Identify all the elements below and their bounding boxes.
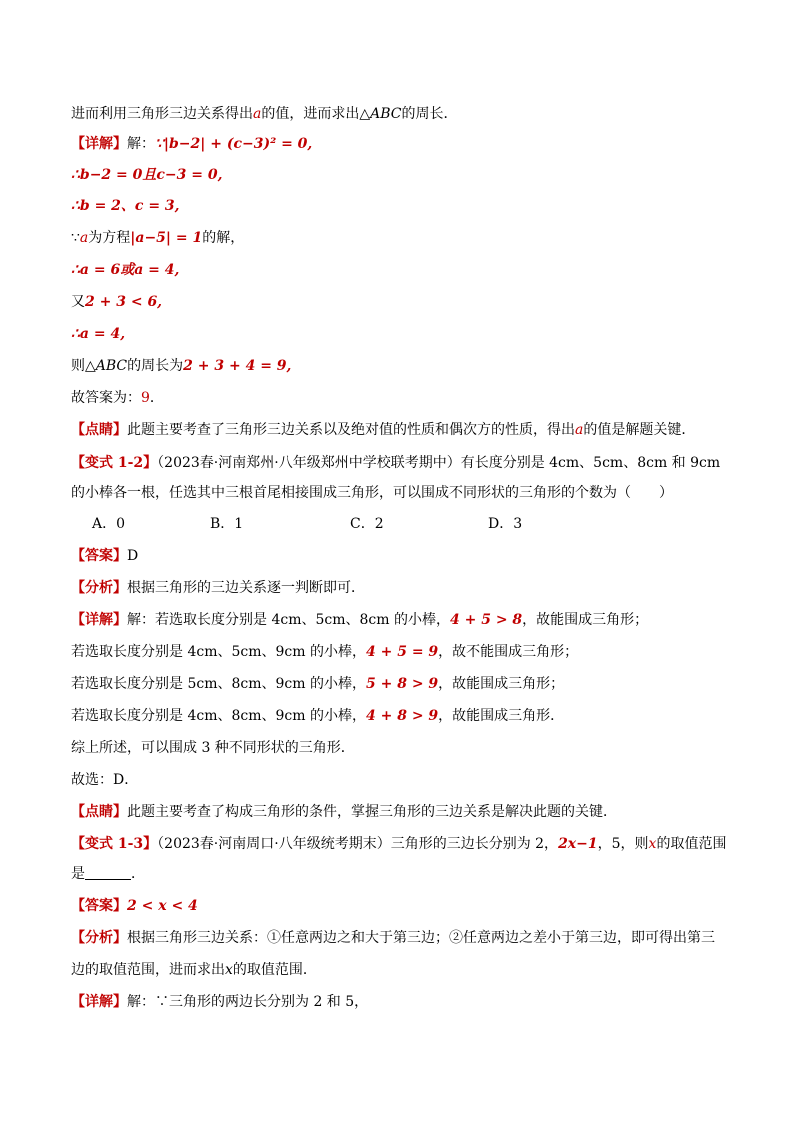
key-point-tag: 【点睛】	[71, 804, 127, 820]
math-triangle: △ABC	[85, 358, 128, 374]
math-expr: |a−5| = 1	[130, 230, 203, 246]
analysis-text: 根据三角形三边关系：①任意两边之和大于第三边；②任意两边之差小于第三边，即可得出第三	[127, 930, 715, 946]
math-expr: 2 + 3 + 4 = 9,	[183, 358, 292, 374]
text: 是	[71, 866, 85, 882]
text: 若选取长度分别是 4cm、8cm、9cm 的小棒，	[71, 708, 366, 724]
answer-value: 9	[141, 390, 150, 406]
choice-line: 故选：D．	[71, 772, 139, 788]
text: 的解，	[202, 230, 245, 246]
option-b: B．1	[210, 516, 244, 532]
text: 的值是解题关键．	[583, 422, 696, 438]
math-var: a	[575, 422, 584, 438]
text: 的取值范围．	[232, 962, 317, 978]
key-point-text: 此题主要考查了构成三角形的条件，掌握三角形的三边关系是解决此题的关键．	[127, 804, 617, 820]
text: 又	[71, 294, 85, 310]
analysis-tag: 【分析】	[71, 580, 127, 596]
text: 则	[71, 358, 85, 374]
analysis-line-1-2	[71, 578, 365, 598]
analysis-text: 根据三角形的三边关系逐一判断即可．	[127, 580, 365, 596]
detail-1-2-line-2	[71, 642, 578, 662]
answer-value: 2 < x < 4	[127, 898, 198, 914]
text: ，故能围成三角形；	[522, 612, 649, 628]
detail-1-2-line-1	[71, 610, 648, 630]
detail-1-2-line-3	[71, 674, 564, 694]
answer-line-1-2	[71, 546, 138, 566]
detail-line-7	[71, 324, 125, 344]
math-triangle: △ABC	[359, 106, 402, 122]
question-text: （2023春·河南郑州·八年级郑州中学校联考期中）有长度分别是 4cm、5cm、8cm 和 9cm 的小棒各一根，任选其中三根首尾相接围成三角形，可以围成不同形状的三角形的个数为（ ）	[71, 455, 721, 501]
text: 进而利用三角形三边关系得出	[71, 106, 253, 122]
detail-text: 解：∵三角形的两边长分别为 2 和 5，	[127, 994, 369, 1010]
key-point-1-2	[71, 802, 617, 822]
text: 解：	[127, 136, 155, 152]
detail-tag: 【详解】	[71, 994, 127, 1010]
math-expr: ∴b = 2、c = 3,	[71, 198, 180, 214]
detail-line-9	[71, 388, 164, 408]
text: ，5，则	[597, 836, 649, 852]
variant-tag: 【变式 1-3】	[71, 836, 158, 852]
variant-tag: 【变式 1-2】	[71, 455, 158, 471]
option-c: C．2	[350, 516, 384, 532]
text: ，故能围成三角形．	[438, 708, 565, 724]
text: 故答案为：	[71, 390, 141, 406]
detail-line-6	[71, 292, 162, 312]
text: ∵	[71, 230, 80, 246]
detail-line-1	[71, 134, 312, 154]
text: 的周长．	[401, 106, 458, 122]
math-var: x	[225, 962, 233, 978]
option-d: D．3	[488, 516, 523, 532]
text: ．	[149, 390, 164, 406]
math-expr: 4 + 5 > 8	[449, 612, 523, 628]
key-point-line	[71, 420, 695, 440]
detail-line-2	[71, 165, 222, 185]
text: 的周长为	[127, 358, 184, 374]
detail-tag: 【详解】	[71, 612, 127, 628]
math-var: a	[79, 230, 89, 246]
math-expr: ∴a = 6或a = 4,	[71, 262, 180, 278]
analysis-tag: 【分析】	[71, 930, 127, 946]
text: （2023春·河南周口·八年级统考期末）三角形的三边长分别为 2，	[157, 836, 559, 852]
summary-line: 综上所述，可以围成 3 种不同形状的三角形．	[71, 740, 355, 756]
detail-tag: 【详解】	[71, 136, 127, 152]
text: 为方程	[88, 230, 131, 246]
intro-line	[71, 104, 458, 124]
math-var: x	[648, 836, 657, 852]
detail-line-8	[71, 356, 291, 376]
math-expr: ∴a = 4,	[71, 326, 126, 342]
analysis-1-3-line-2	[71, 960, 317, 980]
detail-line-3	[71, 196, 180, 216]
question-1-2	[71, 448, 723, 508]
text: 的值，进而求出	[261, 106, 360, 122]
answer-blank	[85, 865, 131, 880]
answer-line-1-3	[71, 896, 198, 916]
text: 边的取值范围，进而求出	[71, 962, 225, 978]
math-expr: 2x−1	[558, 836, 598, 852]
key-point-tag: 【点睛】	[71, 422, 127, 438]
text: ．	[131, 866, 145, 882]
text: 解：若选取长度分别是 4cm、5cm、8cm 的小棒，	[127, 612, 450, 628]
text: 若选取长度分别是 4cm、5cm、9cm 的小棒，	[71, 644, 366, 660]
math-expr: ∵|b−2| + (c−3)² = 0,	[155, 136, 313, 152]
detail-line-4	[71, 228, 244, 248]
math-expr: 4 + 8 > 9	[365, 708, 439, 724]
text: 的取值范围	[656, 836, 727, 852]
detail-1-3-line-1	[71, 992, 368, 1012]
answer-value: D	[127, 548, 139, 564]
math-expr: 4 + 5 = 9	[365, 644, 439, 660]
math-expr: 5 + 8 > 9	[365, 676, 439, 692]
math-expr: ∴b−2 = 0且c−3 = 0,	[71, 167, 223, 183]
answer-tag: 【答案】	[71, 898, 127, 914]
detail-line-5	[71, 260, 179, 280]
answer-tag: 【答案】	[71, 548, 127, 564]
text: ，故不能围成三角形；	[438, 644, 579, 660]
analysis-1-3-line-1	[71, 928, 715, 948]
question-1-3-line-2	[71, 864, 145, 884]
math-var: a	[253, 106, 262, 122]
detail-1-2-line-4	[71, 706, 564, 726]
text: 此题主要考查了三角形三边关系以及绝对值的性质和偶次方的性质，得出	[127, 422, 575, 438]
math-expr: 2 + 3 < 6,	[85, 294, 163, 310]
question-1-3-line-1	[71, 834, 726, 854]
option-a: A．0	[92, 516, 126, 532]
text: ，故能围成三角形；	[438, 676, 565, 692]
text: 若选取长度分别是 5cm、8cm、9cm 的小棒，	[71, 676, 366, 692]
